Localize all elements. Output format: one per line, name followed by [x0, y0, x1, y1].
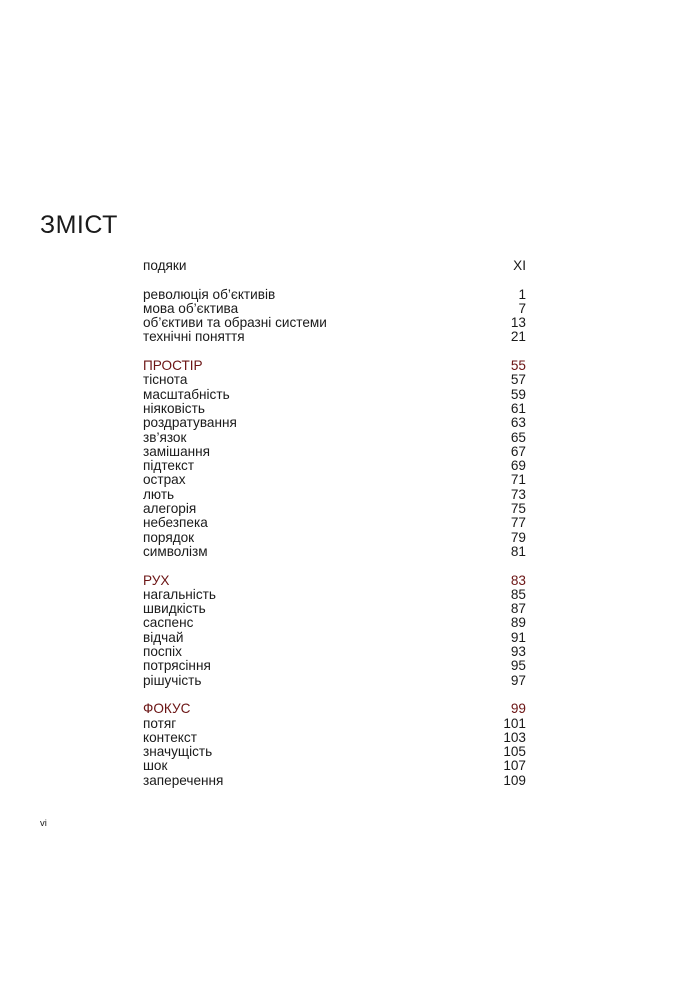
- table-of-contents: [143, 259, 526, 802]
- entry-page-number: 77: [510, 515, 526, 531]
- entry-page-number: 87: [510, 601, 526, 617]
- entry-title: лють: [143, 486, 175, 502]
- toc-entry: [143, 731, 526, 745]
- entry-title: потрясіння: [143, 658, 211, 674]
- entry-page-number: 21: [510, 329, 526, 345]
- entry-page-number: 13: [510, 315, 526, 331]
- toc-group: [143, 288, 526, 345]
- entry-page-number: 109: [503, 772, 526, 788]
- section-title: РУХ: [143, 572, 170, 588]
- toc-entry: [143, 259, 526, 273]
- toc-entry: [143, 488, 526, 502]
- entry-page-number: 97: [510, 672, 526, 688]
- entry-title: порядок: [143, 529, 195, 545]
- entry-title: рішучість: [143, 672, 202, 688]
- toc-entry: [143, 402, 526, 416]
- toc-entry: [143, 330, 526, 344]
- toc-entry: [143, 445, 526, 459]
- entry-page-number: 103: [503, 729, 526, 745]
- entry-title: значущість: [143, 744, 213, 760]
- entry-page-number: 105: [503, 744, 526, 760]
- toc-entry: [143, 302, 526, 316]
- entry-title: роздратування: [143, 415, 237, 431]
- entry-page-number: XI: [513, 258, 526, 273]
- entry-title: масштабність: [143, 386, 230, 402]
- entry-page-number: 93: [510, 644, 526, 660]
- entry-page-number: 7: [518, 300, 526, 316]
- entry-title: подяки: [143, 258, 187, 273]
- entry-page-number: 59: [510, 386, 526, 402]
- toc-entry: [143, 473, 526, 487]
- toc-section-heading: [143, 359, 526, 373]
- entry-page-number: 81: [510, 543, 526, 559]
- entry-title: алегорія: [143, 501, 197, 517]
- toc-entry: [143, 459, 526, 473]
- toc-entry: [143, 545, 526, 559]
- entry-title: саспенс: [143, 615, 194, 631]
- section-title: ПРОСТІР: [143, 358, 203, 374]
- entry-page-number: 65: [510, 429, 526, 445]
- toc-entry: [143, 531, 526, 545]
- entry-title: острах: [143, 472, 186, 488]
- entry-title: потяг: [143, 715, 177, 731]
- toc-group: [143, 259, 526, 273]
- toc-entry: [143, 717, 526, 731]
- entry-page-number: 75: [510, 501, 526, 517]
- toc-entry: [143, 588, 526, 602]
- entry-page-number: 69: [510, 458, 526, 474]
- toc-entry: [143, 759, 526, 773]
- entry-title: технічні поняття: [143, 329, 245, 345]
- entry-title: замішання: [143, 443, 210, 459]
- entry-title: символізм: [143, 543, 208, 559]
- toc-section-heading: [143, 702, 526, 716]
- toc-entry: [143, 659, 526, 673]
- entry-page-number: 95: [510, 658, 526, 674]
- entry-title: поспіх: [143, 644, 182, 660]
- entry-page-number: 57: [510, 372, 526, 388]
- entry-title: заперечення: [143, 772, 224, 788]
- page-title: ЗМІСТ: [40, 210, 118, 239]
- entry-title: шок: [143, 758, 168, 774]
- entry-title: мова об’єктива: [143, 300, 239, 316]
- section-page-number: 55: [510, 358, 526, 374]
- toc-entry: [143, 431, 526, 445]
- toc-section: [143, 702, 526, 788]
- section-title: ФОКУС: [143, 701, 191, 717]
- entry-page-number: 73: [510, 486, 526, 502]
- toc-entry: [143, 316, 526, 330]
- entry-title: небезпека: [143, 515, 208, 531]
- page-number: vi: [40, 818, 47, 829]
- toc-section-heading: [143, 574, 526, 588]
- toc-section: [143, 574, 526, 688]
- toc-entry: [143, 745, 526, 759]
- toc-entry: [143, 416, 526, 430]
- entry-title: ніяковість: [143, 400, 205, 416]
- toc-entry: [143, 516, 526, 530]
- entry-page-number: 79: [510, 529, 526, 545]
- entry-page-number: 63: [510, 415, 526, 431]
- entry-page-number: 61: [510, 400, 526, 416]
- toc-entry: [143, 288, 526, 302]
- entry-title: нагальність: [143, 586, 216, 602]
- entry-page-number: 67: [510, 443, 526, 459]
- entry-title: відчай: [143, 629, 184, 645]
- toc-entry: [143, 645, 526, 659]
- toc-entry: [143, 631, 526, 645]
- entry-page-number: 85: [510, 586, 526, 602]
- toc-entry: [143, 388, 526, 402]
- entry-page-number: 1: [518, 286, 526, 302]
- toc-entry: [143, 373, 526, 387]
- entry-page-number: 89: [510, 615, 526, 631]
- toc-entry: [143, 502, 526, 516]
- section-page-number: 99: [510, 701, 526, 717]
- entry-title: контекст: [143, 729, 197, 745]
- section-page-number: 83: [510, 572, 526, 588]
- entry-title: об’єктиви та образні системи: [143, 315, 327, 331]
- entry-title: революція об’єктивів: [143, 286, 276, 302]
- entry-title: підтекст: [143, 458, 195, 474]
- toc-entry: [143, 774, 526, 788]
- entry-page-number: 71: [510, 472, 526, 488]
- entry-page-number: 107: [503, 758, 526, 774]
- toc-section: [143, 359, 526, 559]
- entry-page-number: 101: [503, 715, 526, 731]
- entry-title: тіснота: [143, 372, 188, 388]
- entry-page-number: 91: [510, 629, 526, 645]
- toc-entry: [143, 602, 526, 616]
- entry-title: зв’язок: [143, 429, 187, 445]
- toc-entry: [143, 674, 526, 688]
- toc-entry: [143, 616, 526, 630]
- entry-title: швидкість: [143, 601, 206, 617]
